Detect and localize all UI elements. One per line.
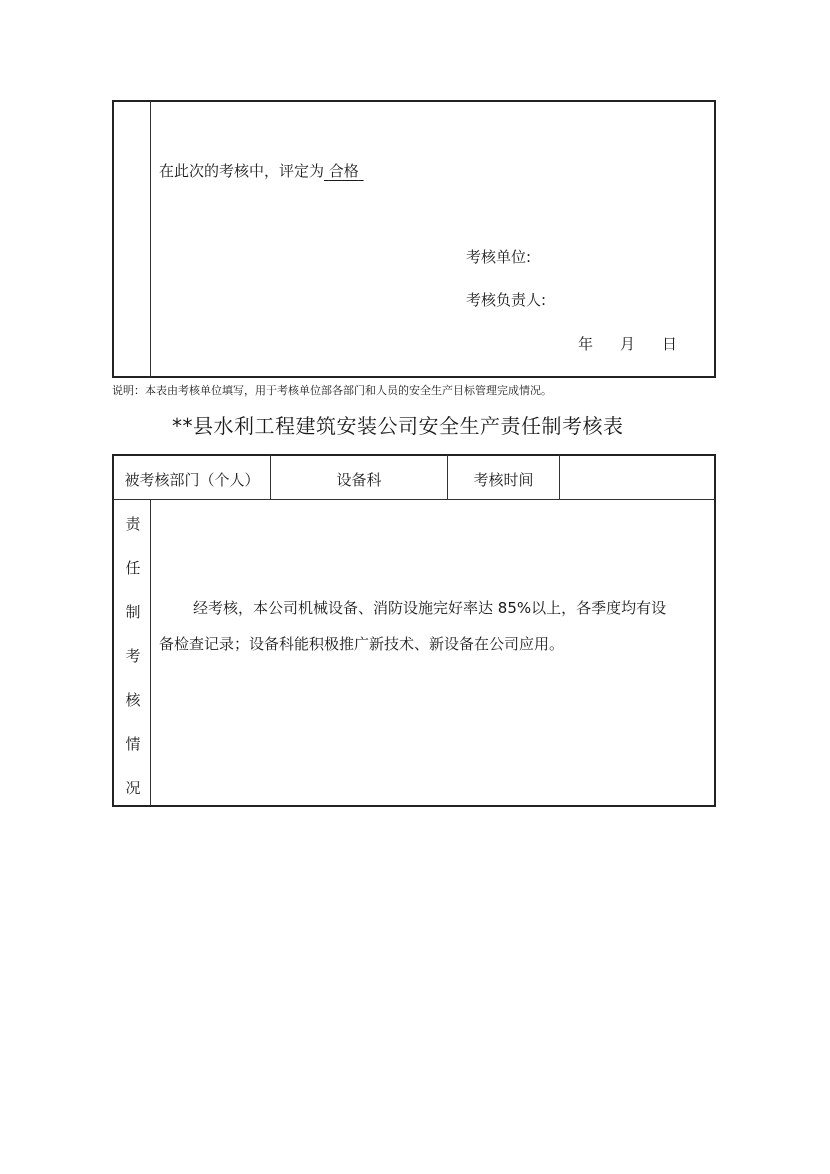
side-label-char: 况	[125, 779, 141, 797]
assessment-time-label: 考核时间	[473, 471, 534, 489]
assessed-department-label: 被考核部门（个人）	[124, 471, 260, 489]
assessed-department-value: 设备科	[336, 471, 382, 489]
side-label-char: 考	[125, 647, 141, 665]
assessment-unit-label: 考核单位:	[466, 248, 532, 266]
date-day-label: 日	[662, 335, 678, 353]
rating-statement	[159, 160, 364, 181]
side-label-char: 任	[125, 559, 141, 577]
lower-table-header-divider	[113, 499, 715, 500]
date-year-label: 年	[578, 335, 594, 353]
upper-table-column-divider	[150, 101, 151, 377]
lower-table-side-divider	[150, 500, 151, 806]
form-title: **县水利工程建筑安装公司安全生产责任制考核表	[172, 414, 624, 438]
side-label-char: 制	[125, 603, 141, 621]
date-month-label: 月	[620, 335, 636, 353]
side-label-char: 责	[125, 515, 141, 533]
rating-statement-prefix: 在此次的考核中，评定为	[159, 162, 325, 180]
side-label-char: 核	[125, 691, 141, 709]
assessment-content-line-1: 经考核，本公司机械设备、消防设施完好率达 85%以上，各季度均有设	[193, 599, 667, 617]
assessment-responsible-label: 考核负责人:	[466, 291, 547, 309]
lower-table-header-divider-3	[559, 455, 560, 499]
side-label-char: 情	[125, 735, 141, 753]
assessment-content-line-2: 备检查记录；设备科能积极推广新技术、新设备在公司应用。	[159, 635, 565, 653]
rating-value: 合格	[328, 162, 359, 180]
table-note: 说明：本表由考核单位填写，用于考核单位部各部门和人员的安全生产目标管理完成情况。	[112, 384, 552, 397]
